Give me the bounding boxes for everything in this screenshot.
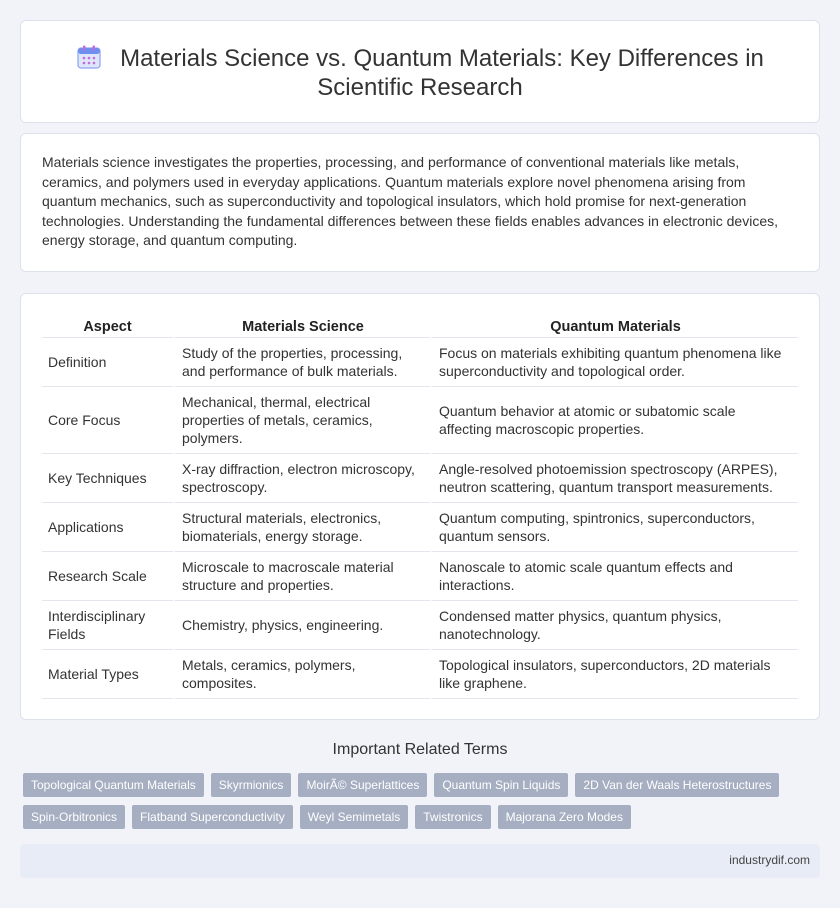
table-row <box>42 454 798 503</box>
row-materials-science: Microscale to macroscale material structure and properties. <box>173 552 430 601</box>
row-quantum-materials: Topological insulators, superconductors, 2D materials like graphene. <box>430 650 798 699</box>
row-materials-science: X-ray diffraction, electron microscopy, spectroscopy. <box>173 454 430 503</box>
calendar-icon <box>76 44 102 70</box>
table-row <box>42 552 798 601</box>
row-aspect: Core Focus <box>42 387 173 454</box>
intro-paragraph: Materials science investigates the properties, processing, and performance of conventional materials like metals, ceramics, and polymers used in everyday applications. Quantum materials explore novel phenomena arising from quantum mechanics, such as superconductivity and topological insulators, which hold promise for next-generation technologies. Understanding the fundamental differences between these fields enables advances in electronic devices, energy storage, and quantum computing. <box>42 154 778 248</box>
row-aspect: Material Types <box>42 650 173 699</box>
tag-spin-orbitronics[interactable]: Spin-Orbitronics <box>23 805 125 829</box>
tag-quantum-spin-liquids[interactable]: Quantum Spin Liquids <box>434 773 568 797</box>
tag-2d-van-der-waals[interactable]: 2D Van der Waals Heterostructures <box>575 773 779 797</box>
row-materials-science: Study of the properties, processing, and performance of bulk materials. <box>173 338 430 387</box>
tag-flatband-superconductivity[interactable]: Flatband Superconductivity <box>132 805 293 829</box>
tag-row <box>23 805 803 829</box>
header-card <box>20 20 820 123</box>
comparison-card <box>20 293 820 720</box>
page-title-text: Materials Science vs. Quantum Materials: Key Differences in Scientific Research <box>120 45 764 101</box>
tag-topological-quantum-materials[interactable]: Topological Quantum Materials <box>23 773 204 797</box>
tag-skyrmionics[interactable]: Skyrmionics <box>211 773 292 797</box>
header-quantum-materials: Quantum Materials <box>430 317 798 338</box>
row-materials-science: Metals, ceramics, polymers, composites. <box>173 650 430 699</box>
row-materials-science: Structural materials, electronics, biomaterials, energy storage. <box>173 503 430 552</box>
title-wrap <box>61 44 779 102</box>
table-row <box>42 503 798 552</box>
header-aspect: Aspect <box>42 317 173 338</box>
tag-moire-superlattices[interactable]: MoirÃ© Superlattices <box>298 773 427 797</box>
table-header-row <box>42 317 798 338</box>
table-row <box>42 650 798 699</box>
footer <box>20 844 820 878</box>
row-quantum-materials: Quantum computing, spintronics, superconductors, quantum sensors. <box>430 503 798 552</box>
intro-card <box>20 133 820 272</box>
row-quantum-materials: Nanoscale to atomic scale quantum effects and interactions. <box>430 552 798 601</box>
related-terms <box>23 773 803 837</box>
row-quantum-materials: Angle-resolved photoemission spectroscopy (ARPES), neutron scattering, quantum transport measurements. <box>430 454 798 503</box>
tag-weyl-semimetals[interactable]: Weyl Semimetals <box>300 805 408 829</box>
row-quantum-materials: Condensed matter physics, quantum physics, nanotechnology. <box>430 601 798 650</box>
row-materials-science: Chemistry, physics, engineering. <box>173 601 430 650</box>
row-quantum-materials: Quantum behavior at atomic or subatomic scale affecting macroscopic properties. <box>430 387 798 454</box>
row-aspect: Key Techniques <box>42 454 173 503</box>
table-row <box>42 387 798 454</box>
related-terms-title: Important Related Terms <box>332 741 508 758</box>
tag-row <box>23 773 803 797</box>
page-title <box>61 44 779 102</box>
row-quantum-materials: Focus on materials exhibiting quantum phenomena like superconductivity and topological order. <box>430 338 798 387</box>
table-row <box>42 601 798 650</box>
row-aspect: Research Scale <box>42 552 173 601</box>
comparison-table <box>42 317 798 699</box>
header-materials-science: Materials Science <box>173 317 430 338</box>
tag-twistronics[interactable]: Twistronics <box>415 805 490 829</box>
row-aspect: Applications <box>42 503 173 552</box>
row-aspect: Interdisciplinary Fields <box>42 601 173 650</box>
tag-majorana-zero-modes[interactable]: Majorana Zero Modes <box>498 805 631 829</box>
row-aspect: Definition <box>42 338 173 387</box>
footer-site[interactable]: industrydif.com <box>729 853 810 867</box>
table-row <box>42 338 798 387</box>
row-materials-science: Mechanical, thermal, electrical properties of metals, ceramics, polymers. <box>173 387 430 454</box>
